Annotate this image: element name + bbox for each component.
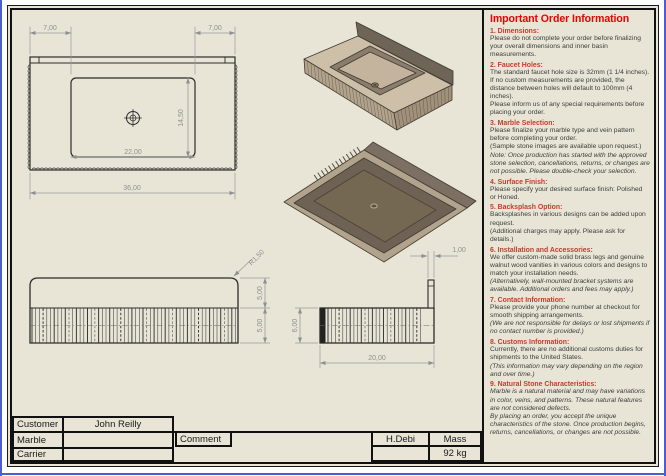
carrier-label: Carrier — [17, 449, 47, 460]
designer-empty-cell — [371, 445, 430, 462]
dim-left-offset: 7,00 — [43, 25, 57, 32]
info-section — [490, 247, 650, 295]
designer-name: H.Debi — [385, 433, 416, 445]
iso-view-bottom — [284, 142, 476, 262]
info-section — [490, 297, 650, 337]
mass-value: 92 kg — [443, 448, 467, 459]
sheet-border — [10, 8, 656, 464]
info-section-heading: 1. Dimensions: — [490, 27, 540, 35]
info-paragraph: The standard faucet hole size is 32mm (1 1/4 inches). — [490, 68, 650, 76]
info-paragraph: Marble is a natural material and may have variations in color, veins, and patterns. These natural features are not considered defects. — [490, 388, 646, 412]
mass-value-cell — [428, 445, 482, 462]
info-section — [490, 204, 650, 244]
info-paragraph: (Sample stone images are available upon request.) — [490, 143, 642, 151]
info-paragraph: (Additional charges may apply. Please ask for details.) — [490, 227, 626, 243]
dim-flute-height: 5,00 — [257, 318, 264, 333]
info-paragraph: By placing an order, you accept the unique characteristics of the stone. Once production begins, returns, cancellations, or changes are not possible. — [490, 412, 646, 437]
drawing-area — [12, 10, 482, 459]
dim-overall-length: 36,00 — [123, 185, 141, 192]
info-section — [490, 120, 650, 176]
info-paragraph: (This information may vary depending on the region and over time.) — [490, 362, 643, 378]
marble-label: Marble — [17, 434, 47, 446]
info-sections — [490, 28, 650, 438]
title-block — [12, 416, 482, 462]
info-section-heading: 6. Installation and Accessories: — [490, 246, 593, 254]
info-section — [490, 381, 650, 437]
order-info-panel — [482, 10, 654, 462]
dim-overall-height: 6,00 — [292, 318, 299, 333]
info-section-heading: 2. Faucet Holes: — [490, 61, 543, 69]
customer-value: John Reilly — [94, 419, 142, 430]
info-paragraph: Please finalize your marble type and vein pattern before completing your order. — [490, 127, 635, 143]
info-paragraph: Currently, there are no additional customs duties for shipments to the United States. — [490, 346, 644, 362]
side-view — [292, 247, 466, 368]
viewport-edge-left — [0, 0, 2, 476]
comment-cell[interactable] — [175, 431, 232, 447]
info-section — [490, 28, 650, 60]
drain-symbol — [125, 110, 142, 127]
info-section — [490, 179, 650, 202]
dim-basin-width: 14,50 — [178, 109, 185, 127]
customer-label: Customer — [17, 419, 59, 430]
viewport-edge-bottom — [0, 473, 666, 475]
info-paragraph: Please inform us of any special requirements before placing your order. — [490, 101, 645, 117]
drawing-sheet — [7, 5, 659, 467]
info-section — [490, 339, 650, 379]
info-panel-title: Important Order Information — [490, 13, 630, 25]
info-paragraph: Backsplashes in various designs can be added upon request. — [490, 211, 646, 227]
info-section-heading: 4. Surface Finish: — [490, 178, 548, 186]
drain-hole-bottom — [371, 204, 377, 208]
info-section-heading: 7. Contact Information: — [490, 296, 566, 304]
dim-rim-height: 5,00 — [257, 286, 264, 300]
dim-corner-radius: R1,50 — [247, 248, 267, 268]
comment-label: Comment — [180, 433, 222, 445]
iso-view-top — [304, 22, 453, 130]
info-paragraph: If no custom measurements are provided, the distance between holes will default to 100mm (4 inches). — [490, 76, 633, 101]
info-section-heading: 8. Customs Information: — [490, 339, 570, 347]
info-paragraph: (Alternatively, wall-mounted bracket systems are available. Additional orders and fees may apply.) — [490, 278, 634, 294]
dim-backsplash-thickness: 1,00 — [452, 247, 466, 254]
carrier-value-cell[interactable] — [62, 447, 174, 462]
info-paragraph: Please do not complete your order before finalizing your overall dimensions and inner basin measurements. — [490, 34, 641, 58]
carrier-label-cell — [12, 447, 64, 462]
info-section-heading: 5. Backsplash Option: — [490, 204, 563, 212]
dim-overall-depth: 20,00 — [368, 355, 386, 362]
top-view — [28, 25, 237, 199]
info-section-heading: 9. Natural Stone Characteristics: — [490, 381, 597, 389]
info-paragraph: Note: Once production has started with the approved stone selection, cancellations, returns, or changes are not possible. Please double-check your selection. — [490, 151, 650, 175]
info-paragraph: We offer custom-made solid brass legs and genuine walnut wood vanities in various colors and designs to match your installation needs. — [490, 253, 648, 277]
dim-right-offset: 7,00 — [208, 25, 222, 32]
info-paragraph: (We are not responsible for delays or lost shipments if no contact number is provided.) — [490, 320, 650, 336]
info-section-heading: 3. Marble Selection: — [490, 120, 555, 128]
info-paragraph: Please provide your phone number at checkout for smooth shipping arrangements. — [490, 303, 640, 320]
mass-label: Mass — [443, 433, 467, 445]
info-section — [490, 62, 650, 118]
backsplash-profile — [428, 280, 434, 308]
front-view — [30, 249, 270, 343]
info-paragraph: Please specify your desired surface finish: Polished or Honed. — [490, 185, 643, 201]
dim-basin-length: 22,00 — [124, 149, 142, 156]
